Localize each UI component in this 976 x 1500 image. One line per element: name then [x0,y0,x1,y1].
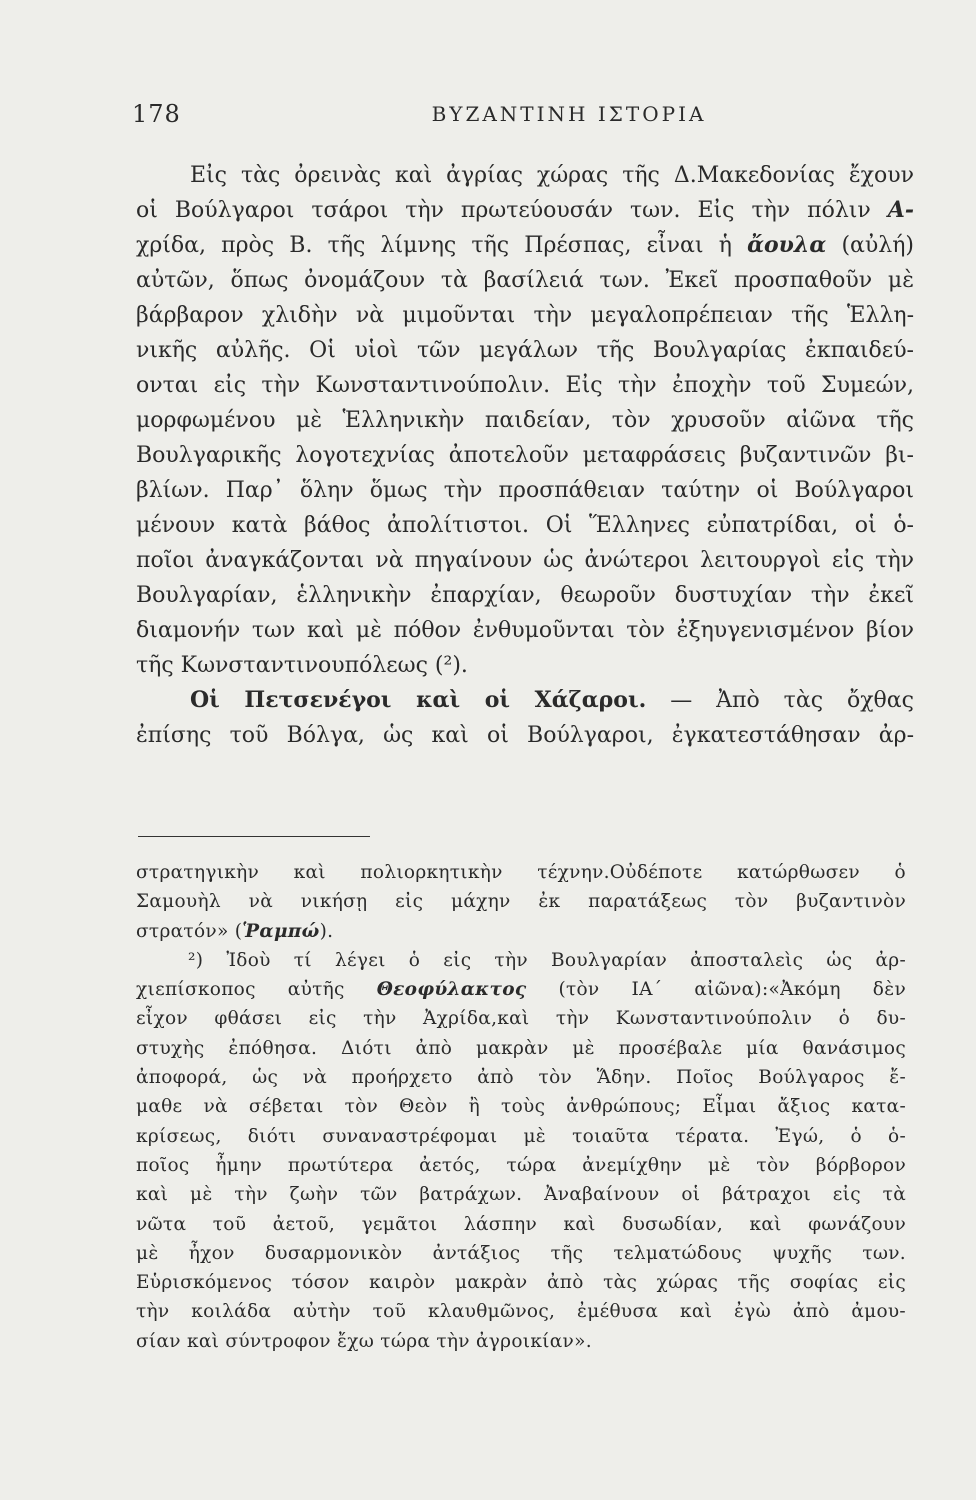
footnote-line: ²) Ἰδοὺ τί λέγει ὁ εἰς τὴν Βουλγαρίαν ἀποσταλεὶς ὡς ἀρ- [188,949,906,971]
text-segment: στρατόν» ( [136,920,243,942]
footnote-line: στρατηγικὴν καὶ πολιορκητικὴν τέχνην.Οὐδέποτε κατώρθωσεν ὁ [136,862,906,883]
text-segment: χρίδα, πρὸς Β. τῆς λίμνης τῆς Πρέσπας, εἶναι ἡ [136,233,748,258]
footnote-line: μαθε νὰ σέβεται τὸν Θεὸν ἢ τοὺς ἀνθρώπους; Εἶμαι ἄξιος κατα- [136,1096,906,1118]
footnote-line: κρίσεως, διότι συναναστρέφομαι μὲ τοιαῦτα τέρατα. Ἐγώ, ὁ ὁ- [136,1125,906,1147]
text-line: μένουν κατὰ βάθος ἀπολίτιστοι. Οἱ Ἕλληνες εὐπατρίδαι, οἱ ὁ- [136,513,914,538]
text-line: ονται εἰς τὴν Κωνσταντινούπολιν. Εἰς τὴν ἐποχὴν τοῦ Συμεών, [136,373,914,398]
text-line [136,193,914,228]
footnote-line: Εὑρισκόμενος τόσον καιρὸν μακρὰν ἀπὸ τὰς χώρας τῆς σοφίας εἰς [136,1272,906,1294]
footnote-line [136,975,906,1004]
footnote-line: μὲ ἦχον δυσαρμονικὸν ἀντάξιος τῆς τελματώδους ψυχῆς των. [136,1242,906,1264]
text-line: Βουλγαρικῆς λογοτεχνίας ἀποτελοῦν μεταφράσεις βυζαντινῶν βι- [136,443,914,468]
text-line [136,228,914,263]
footnote-line: ποῖος ἦμην πρωτύτερα ἀετός, τώρα ἀνεμίχθην μὲ τὸν βόρβορον [136,1154,906,1176]
text-line: Βουλγαρίαν, ἑλληνικὴν ἐπαρχίαν, θεωροῦν δυστυχίαν τὴν ἐκεῖ [136,583,914,608]
emphasis: Ῥαμπώ [242,920,320,942]
text-line: νικῆς αὐλῆς. Οἱ υἱοὶ τῶν μεγάλων τῆς Βουλγαρίας ἐκπαιδεύ- [136,338,914,363]
footnote-line: Σαμουὴλ νὰ νικήσῃ εἰς μάχην ἐκ παρατάξεως τὸν βυζαντινὸν [136,891,906,913]
text-segment: χιεπίσκοπος αὐτῆς [136,979,377,1001]
footnote-line [136,917,906,946]
emphasis: ἄουλα [747,232,827,258]
text-line: διαμονήν των καὶ μὲ πόθον ἐνθυμοῦνται τὸν ἐξηυγενισμένον βίον [136,618,914,643]
section-heading-line [136,683,914,718]
emphasis: Α- [887,197,914,223]
emphasis: Θεοφύλακτος [376,979,527,1001]
text-line: ποῖοι ἀναγκάζονται νὰ πηγαίνουν ὡς ἀνώτεροι λειτουργοὶ εἰς τὴν [136,548,914,573]
footnote-line: νῶτα τοῦ ἀετοῦ, γεμᾶτοι λάσπην καὶ δυσωδίαν, καὶ φωνάζουν [136,1213,906,1235]
footnotes [136,858,906,1356]
text-segment: (τὸν ΙΑ΄ αἰῶνα):«Ἀκόμη δὲν [526,979,906,1001]
text-line: ἐπίσης τοῦ Βόλγα, ὡς καὶ οἱ Βούλγαροι, ἐγκατεστάθησαν ἀρ- [136,723,914,748]
text-segment: (αὐλή) [826,233,914,258]
text-line: βάρβαρον χλιδὴν νὰ μιμοῦνται τὴν μεγαλοπρέπειαν τῆς Ἑλλη- [136,303,914,328]
footnote-line: στυχὴς ἐπόθησα. Διότι ἀπὸ μακρὰν μὲ προσέβαλε μία θανάσιμος [136,1037,906,1059]
main-text [136,158,914,753]
text-line: Εἰς τὰς ὀρεινὰς καὶ ἀγρίας χώρας τῆς Δ.Μακεδονίας ἔχουν [190,163,914,188]
text-segment: οἱ Βούλγαροι τσάροι τὴν πρωτεύουσάν των. Εἰς τὴν πόλιν [136,198,888,223]
text-segment: ). [319,920,334,942]
footnote-line: σίαν καὶ σύντροφον ἔχω τώρα τὴν ἀγροικίαν». [136,1330,592,1352]
footnote-line: ἀποφορά, ὡς νὰ προήρχετο ἀπὸ τὸν Ἅδην. Ποῖος Βούλγαρος ἔ- [136,1067,906,1089]
footnote-line: τὴν κοιλάδα αὐτὴν τοῦ κλαυθμῶνος, ἐμέθυσα καὶ ἐγὼ ἀπὸ ἀμου- [136,1301,906,1323]
text-line: μορφωμένου μὲ Ἑλληνικὴν παιδείαν, τὸν χρυσοῦν αἰῶνα τῆς [136,408,914,433]
text-line: αὐτῶν, ὅπως ὀνομάζουν τὰ βασίλειά των. Ἐκεῖ προσπαθοῦν μὲ [136,268,914,293]
footnote-line: εἶχον φθάσει εἰς τὴν Ἀχρίδα,καὶ τὴν Κωνσταντινούπολιν ὁ δυ- [136,1008,906,1030]
page-header [132,100,916,134]
text-segment: — Ἀπὸ τὰς ὄχθας [646,688,914,713]
footnote-rule [138,836,370,837]
text-line: τῆς Κωνσταντινουπόλεως (²). [136,653,468,678]
text-line: βλίων. Παρ᾽ ὅλην ὅμως τὴν προσπάθειαν ταύτην οἱ Βούλγαροι [136,478,914,503]
section-heading: Οἱ Πετσενέγοι καὶ οἱ Χάζαροι. [190,687,647,713]
footnote-line: καὶ μὲ τὴν ζωὴν τῶν βατράχων. Ἀναβαίνουν οἱ βάτραχοι εἰς τὰ [136,1184,906,1206]
running-head: ΒΥΖΑΝΤΙΝΗ ΙΣΤΟΡΙΑ [431,102,707,126]
page-number: 178 [132,100,181,128]
